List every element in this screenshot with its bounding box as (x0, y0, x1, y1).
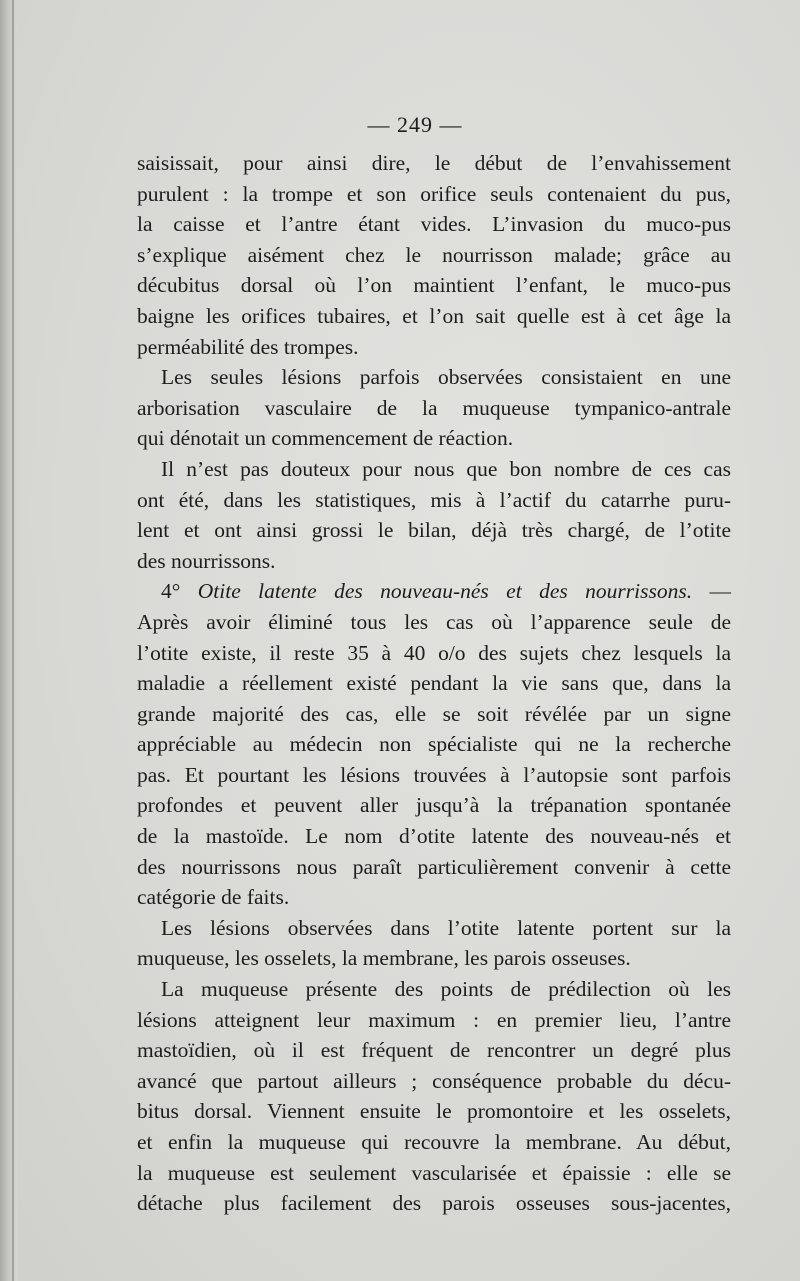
text-line: bitus dorsal. Viennent ensuite le promontoire et les osselets, (137, 1099, 731, 1124)
section-dash: — (692, 579, 732, 604)
text-line: et enfin la muqueuse qui recouvre la membrane. Au début, (137, 1130, 731, 1154)
page-edge-line (12, 0, 14, 1281)
text-line: la caisse et l’antre étant vides. L’invasion du muco-pus (137, 212, 731, 237)
text-line: la muqueuse est seulement vascularisée et épaissie : elle se (137, 1160, 731, 1185)
text-line: lésions atteignent leur maximum : en premier lieu, l’antre (137, 1007, 731, 1032)
section-heading: Otite latente des nouveau-nés et des nourrissons. (197, 579, 693, 604)
text-line: qui dénotait un commencement de réaction. (137, 426, 514, 451)
text-line: grande majorité des cas, elle se soit révélée par un signe (137, 701, 731, 726)
text-line: muqueuse, les osselets, la membrane, les parois osseuses. (137, 946, 631, 971)
text-line: maladie a réellement existé pendant la vie sans que, dans la (137, 671, 731, 696)
text-line: purulent : la trompe et son orifice seuls contenaient du pus, (137, 181, 731, 206)
page-number: — 249 — (367, 112, 463, 137)
text-line: s’explique aisément chez le nourrisson malade; grâce au (137, 242, 731, 267)
section-number: 4° (161, 579, 198, 604)
text-line: profondes et peuvent aller jusqu’à la trépanation spontanée (137, 793, 731, 818)
text-line: décubitus dorsal où l’on maintient l’enfant, le muco-pus (137, 273, 731, 298)
text-line: saisissait, pour ainsi dire, le début de l’envahissement (137, 151, 731, 175)
text-line: appréciable au médecin non spécialiste qui ne la recherche (137, 732, 731, 757)
text-line: des nourrissons. (137, 548, 276, 573)
text-line: avancé que partout ailleurs ; conséquence probable du décu- (137, 1068, 731, 1093)
text-line: baigne les orifices tubaires, et l’on sait quelle est à cet âge la (137, 303, 731, 328)
text-line: lent et ont ainsi grossi le bilan, déjà très chargé, de l’otite (137, 518, 731, 543)
text-line: détache plus facilement des parois osseuses sous-jacentes, (137, 1191, 731, 1216)
text-line: des nourrissons nous paraît particulièrement convenir à cette (137, 854, 731, 879)
text-line: de la mastoïde. Le nom d’otite latente des nouveau-nés et (137, 824, 731, 849)
text-line: l’otite existe, il reste 35 à 40 o/o des sujets chez lesquels la (137, 640, 731, 665)
text-line (137, 576, 731, 607)
text-line: pas. Et pourtant les lésions trouvées à l’autopsie sont parfois (137, 762, 731, 787)
book-spine-shadow (0, 0, 18, 1281)
text-line: Les lésions observées dans l’otite latente portent sur la (161, 915, 731, 940)
text-line: Il n’est pas douteux pour nous que bon nombre de ces cas (161, 456, 731, 481)
text-line: catégorie de faits. (137, 885, 290, 910)
text-line: Après avoir éliminé tous les cas où l’apparence seule de (137, 609, 731, 634)
text-line: La muqueuse présente des points de prédilection où les (161, 977, 731, 1002)
body-text (137, 148, 731, 1219)
text-line: Les seules lésions parfois observées consistaient en une (161, 365, 731, 390)
text-line: perméabilité des trompes. (137, 334, 359, 359)
text-line: mastoïdien, où il est fréquent de rencontrer un degré plus (137, 1038, 731, 1063)
text-line: ont été, dans les statistiques, mis à l’actif du catarrhe puru- (137, 487, 731, 512)
text-line: arborisation vasculaire de la muqueuse tympanico-antrale (137, 395, 731, 420)
